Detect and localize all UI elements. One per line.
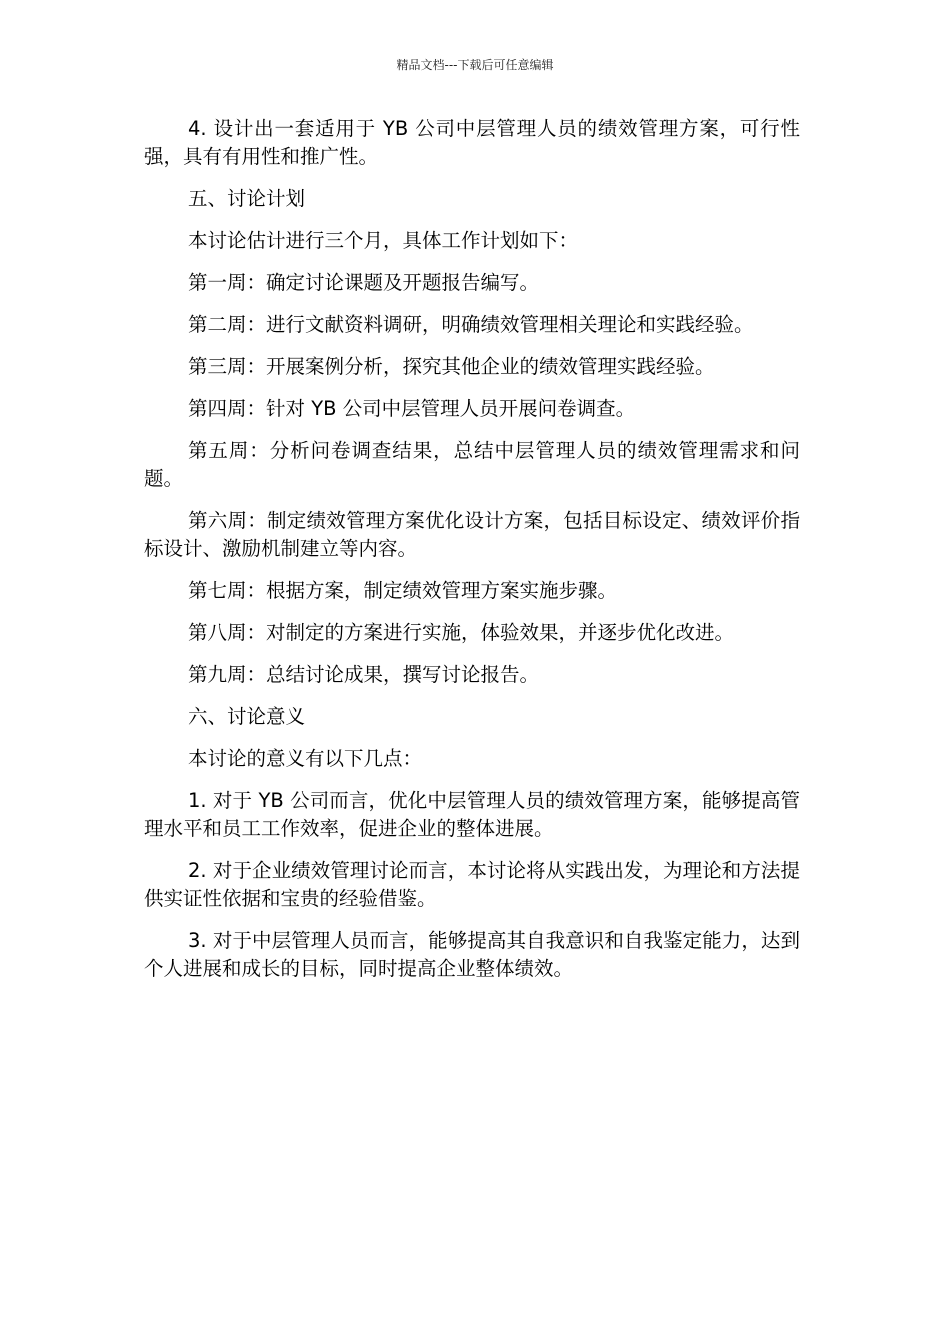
page-header: 精品文档---下载后可任意编辑 xyxy=(396,58,554,72)
document-body xyxy=(144,115,800,997)
paragraph-week-1: 第一周：确定讨论课题及开题报告编写。 xyxy=(188,271,540,294)
paragraph-week-8: 第八周：对制定的方案进行实施，体验效果，并逐步优化改进。 xyxy=(188,621,735,644)
section-heading-significance: 六、讨论意义 xyxy=(188,705,306,728)
paragraph-week-4: 第四周：针对 YB 公司中层管理人员开展问卷调查。 xyxy=(188,397,636,420)
paragraph-plan-intro: 本讨论估计进行三个月，具体工作计划如下： xyxy=(188,229,579,252)
paragraph-significance-3: 3. 对于中层管理人员而言，能够提高其自我意识和自我鉴定能力，达到个人进展和成长的目标，同时提高企业整体绩效。 xyxy=(144,929,800,980)
paragraph-week-3: 第三周：开展案例分析，探究其他企业的绩效管理实践经验。 xyxy=(188,355,715,378)
paragraph-significance-1: 1. 对于 YB 公司而言，优化中层管理人员的绩效管理方案，能够提高管理水平和员工工作效率，促进企业的整体进展。 xyxy=(144,789,800,840)
paragraph-significance-2: 2. 对于企业绩效管理讨论而言，本讨论将从实践出发，为理论和方法提供实证性依据和宝贵的经验借鉴。 xyxy=(144,859,800,910)
paragraph-significance-intro: 本讨论的意义有以下几点： xyxy=(188,747,423,770)
paragraph-week-5: 第五周：分析问卷调查结果，总结中层管理人员的绩效管理需求和问题。 xyxy=(144,439,800,490)
paragraph-week-2: 第二周：进行文献资料调研，明确绩效管理相关理论和实践经验。 xyxy=(188,313,754,336)
paragraph-week-6: 第六周：制定绩效管理方案优化设计方案，包括目标设定、绩效评价指标设计、激励机制建立等内容。 xyxy=(144,509,800,560)
section-heading-plan: 五、讨论计划 xyxy=(188,187,306,210)
paragraph-week-7: 第七周：根据方案，制定绩效管理方案实施步骤。 xyxy=(188,579,618,602)
paragraph-week-9: 第九周：总结讨论成果，撰写讨论报告。 xyxy=(188,663,540,686)
paragraph-goal-4: 4. 设计出一套适用于 YB 公司中层管理人员的绩效管理方案，可行性强，具有有用性和推广性。 xyxy=(144,117,800,168)
